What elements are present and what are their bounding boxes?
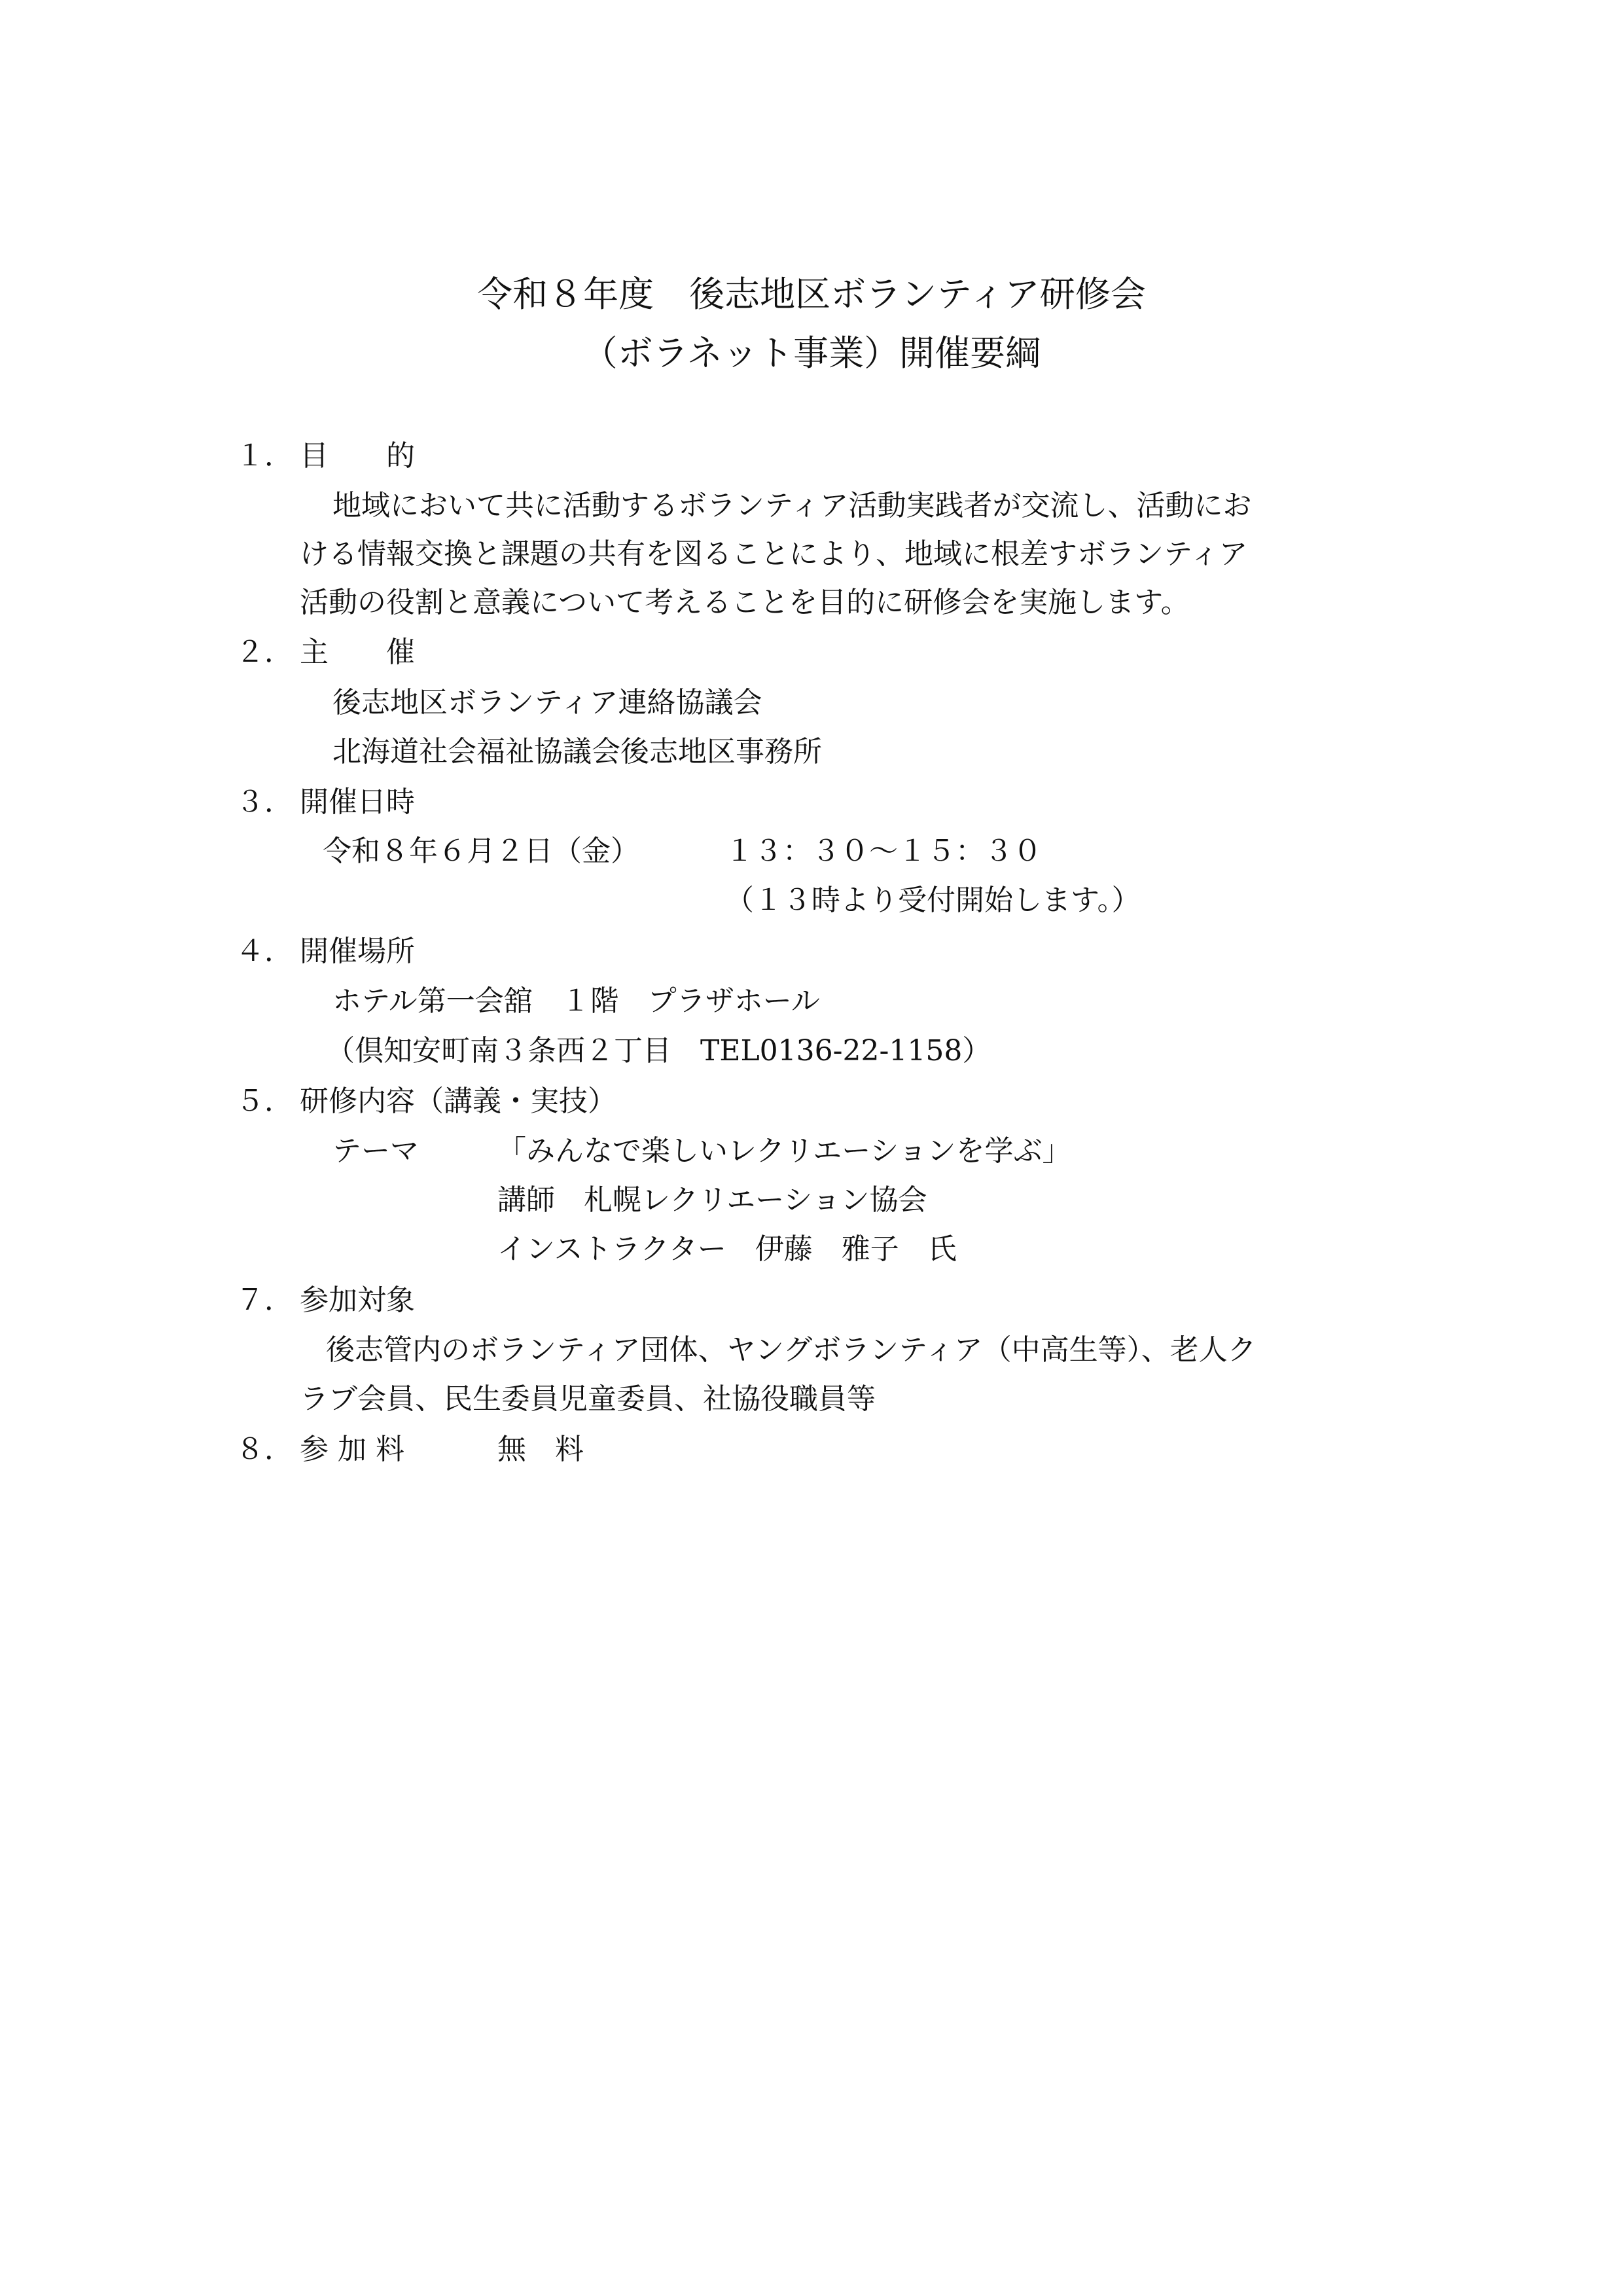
section-heading: 主 催 xyxy=(300,636,415,669)
target-line-1: 後志管内のボランティア団体、ヤングボランティア（中高生等）、老人ク xyxy=(326,1333,1257,1367)
section-heading: 開催場所 xyxy=(300,935,415,968)
lecturer: 講師 札幌レクリエーション協会 xyxy=(497,1183,927,1217)
section-heading: 参加対象 xyxy=(300,1283,415,1317)
section-heading: 目 的 xyxy=(300,439,415,473)
section-number: ３． xyxy=(236,785,293,819)
section-heading: 開催日時 xyxy=(300,785,415,819)
section-number: ８． xyxy=(236,1433,293,1466)
fee-value: 無 料 xyxy=(497,1433,584,1466)
instructor: インストラクター 伊藤 雅子 氏 xyxy=(497,1232,957,1266)
event-time: １３：３０～１５：３０ xyxy=(725,834,1042,868)
section-number: ４． xyxy=(236,935,293,968)
section-number: ７． xyxy=(236,1283,293,1317)
organizer-1: 後志地区ボランティア連絡協議会 xyxy=(332,686,762,719)
venue-address: （倶知安町南３条西２丁目 TEL0136-22-1158） xyxy=(326,1034,991,1067)
purpose-line-1: 地域において共に活動するボランティア活動実践者が交流し、活動にお xyxy=(332,489,1252,522)
section-number: １． xyxy=(236,439,293,473)
theme-text: 「みんなで楽しいレクリエーションを学ぶ」 xyxy=(497,1134,1071,1168)
theme-label: テーマ xyxy=(332,1134,419,1168)
section-heading: 参 加 料 xyxy=(300,1433,404,1466)
section-number: ５． xyxy=(236,1085,293,1118)
organizer-2: 北海道社会福祉協議会後志地区事務所 xyxy=(332,735,822,768)
section-heading: 研修内容（講義・実技） xyxy=(300,1085,616,1118)
section-number: ２． xyxy=(236,636,293,669)
document-subtitle: （ボラネット事業）開催要綱 xyxy=(582,332,1041,374)
reception-note: （１３時より受付開始します。） xyxy=(725,884,1141,917)
purpose-line-3: 活動の役割と意義について考えることを目的に研修会を実施します。 xyxy=(300,586,1190,619)
venue-name: ホテル第一会舘 １階 プラザホール xyxy=(332,984,820,1018)
event-date: 令和８年６月２日（金） xyxy=(323,834,639,868)
purpose-line-2: ける情報交換と課題の共有を図ることにより、地域に根差すボランティア xyxy=(300,537,1248,571)
target-line-2: ラブ会員、民生委員児童委員、社協役職員等 xyxy=(300,1382,876,1416)
document-title: 令和８年度 後志地区ボランティア研修会 xyxy=(477,274,1146,315)
